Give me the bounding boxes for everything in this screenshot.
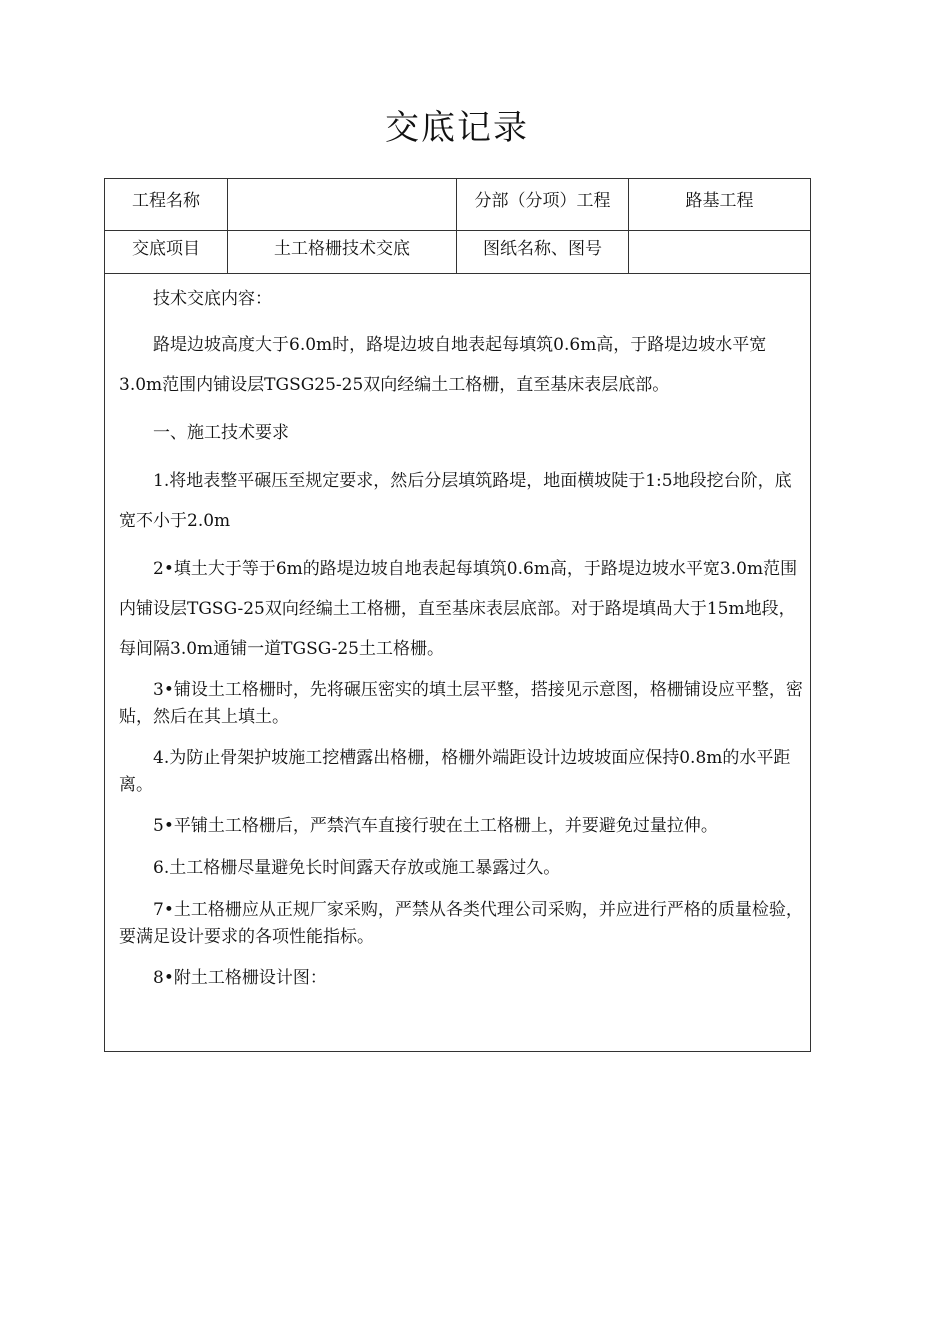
drawing-label-cell <box>457 231 629 274</box>
list-item: 1.将地表整平碾压至规定要求，然后分层填筑路堤，地面横坡陡于1:5地段挖台阶，底宽不小于2.0m <box>119 471 792 531</box>
subproject-label: 分部（分项）工程 <box>474 191 611 211</box>
project-name-label-cell <box>105 179 228 231</box>
item-value-cell <box>228 231 457 274</box>
list-item: 5•平铺土工格栅后，严禁汽车直接行驶在土工格栅上，并要避免过量拉伸。 <box>153 816 718 836</box>
content-row <box>105 274 811 1052</box>
item-label: 交底项目 <box>132 239 200 259</box>
drawing-label: 图纸名称、图号 <box>483 239 602 259</box>
list-item: 3•铺设土工格栅时，先将碾压密实的填土层平整，搭接见示意图，格栅铺设应平整，密贴，然后在其上填土。 <box>119 680 803 727</box>
content-body <box>105 274 810 992</box>
list-item: 7•土工格栅应从正规厂家采购，严禁从各类代理公司采购，并应进行严格的质量检验，要满足设计要求的各项性能指标。 <box>119 900 803 947</box>
subproject-value: 路基工程 <box>685 191 754 211</box>
document-title: 交底记录 <box>385 108 529 148</box>
drawing-value <box>629 231 810 234</box>
content-intro: 路堤边坡高度大于6.0m时，路堤边坡自地表起每填筑0.6m高，于路堤边坡水平宽3.0m范围内铺设层TGSG25-25双向经编土工格栅，直至基床表层底部。 <box>119 335 767 395</box>
section-title: 一、施工技术要求 <box>153 423 289 443</box>
item-value: 土工格栅技术交底 <box>274 239 410 259</box>
project-name-value-cell <box>228 179 457 231</box>
content-heading: 技术交底内容： <box>153 289 272 309</box>
subproject-label-cell <box>457 179 629 231</box>
content-cell <box>105 274 811 1052</box>
project-name-value <box>228 179 456 186</box>
subproject-value-cell <box>629 179 811 231</box>
header-row-1 <box>105 179 811 231</box>
list-item: 4.为防止骨架护坡施工挖槽露出格栅，格栅外端距设计边坡坡面应保持0.8m的水平距离。 <box>119 748 791 795</box>
list-item: 6.土工格栅尽量避免长时间露天存放或施工暴露过久。 <box>153 858 561 878</box>
project-name-label: 工程名称 <box>132 191 200 211</box>
record-table <box>104 178 811 1052</box>
drawing-value-cell <box>629 231 811 274</box>
list-item: 8•附土工格栅设计图： <box>153 968 327 988</box>
header-row-2 <box>105 231 811 274</box>
item-label-cell <box>105 231 228 274</box>
list-item: 2•填土大于等于6m的路堤边坡自地表起每填筑0.6m高，于路堤边坡水平宽3.0m范围内铺设层TGSG-25双向经编土工格栅，直至基床表层底部。对于路堤填咼大于15m地段，每间隔3.0m通铺一道TGSG-25土工格栅。 <box>119 559 798 659</box>
